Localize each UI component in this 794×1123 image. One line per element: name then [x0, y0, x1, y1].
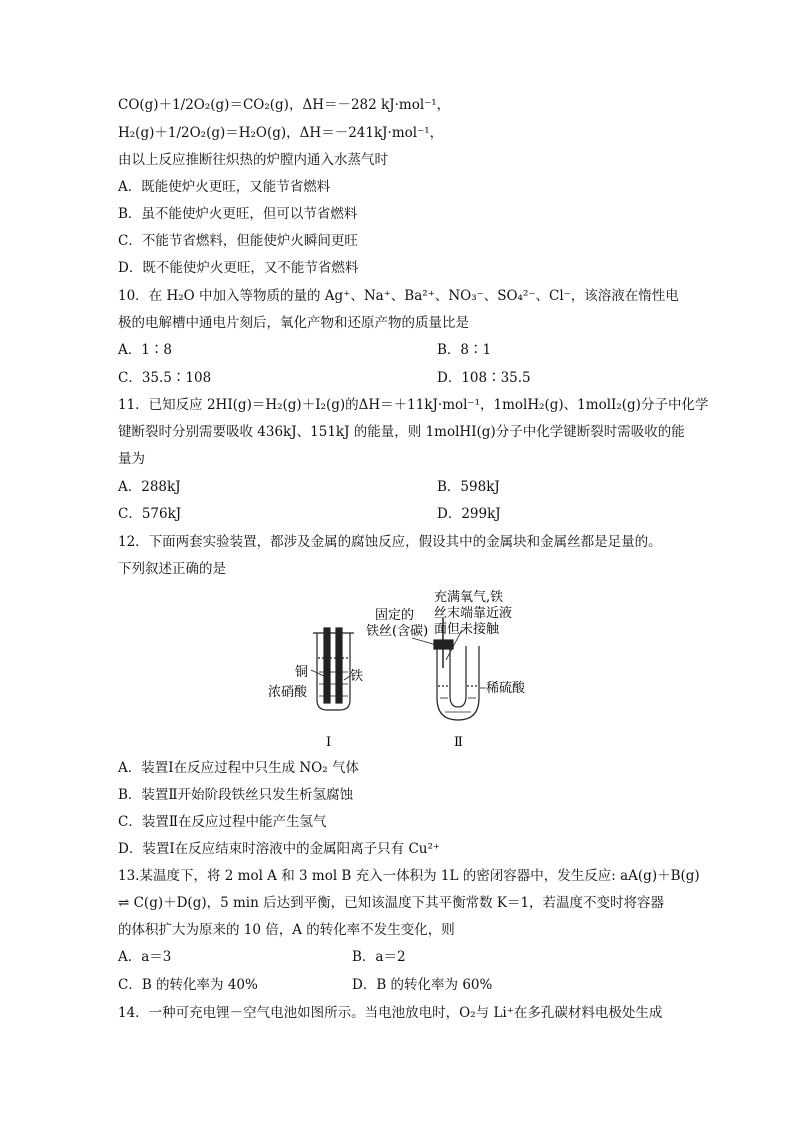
q9-option-d: D．既不能使炉火更旺，又不能节省燃料 — [118, 260, 359, 276]
caption-setup-2: Ⅱ — [454, 735, 463, 750]
q13-stem-line3: 的体积扩大为原来的 10 倍，A 的转化率不发生变化，则 — [118, 922, 455, 938]
q11-option-d: D．299kJ — [437, 506, 501, 522]
setup-1-test-tube — [313, 628, 354, 710]
label-fixed-wire-1: 固定的 — [375, 608, 415, 623]
q9-option-c: C．不能节省燃料，但能使炉火瞬间更旺 — [118, 233, 358, 249]
label-oxygen-1: 充满氧气,铁 — [434, 590, 504, 605]
label-copper: 铜 — [295, 665, 309, 680]
q12-option-d: D．装置Ⅰ在反应结束时溶液中的金属阳离子只有 Cu²⁺ — [118, 841, 441, 857]
q11-option-c: C．576kJ — [118, 506, 182, 522]
q11-option-a: A．288kJ — [118, 479, 181, 495]
q11-option-b: B．598kJ — [437, 479, 500, 495]
caption-setup-1: Ⅰ — [326, 735, 332, 750]
q13-stem-line2: ⇌ C(g)＋D(g)，5 min 后达到平衡，已知该温度下其平衡常数 K＝1，若温度不变时将容器 — [118, 895, 665, 911]
q11-stem-line1: 11．已知反应 2HI(g)＝H₂(g)＋I₂(g)的ΔH＝＋11kJ·mol⁻¹，1molH₂(g)、1molI₂(g)分子中化学 — [118, 397, 709, 413]
q13-option-a: A．a＝3 — [118, 949, 172, 965]
corrosion-apparatus-figure — [262, 588, 532, 758]
q13-option-c: C．B 的转化率为 40% — [118, 977, 258, 993]
iron-strip — [336, 628, 342, 703]
equation-co: CO(g)＋1/2O₂(g)＝CO₂(g)，ΔH＝－282 kJ·mol⁻¹， — [118, 97, 451, 113]
equation-h2: H₂(g)＋1/2O₂(g)＝H₂O(g)，ΔH＝－241kJ·mol⁻¹， — [118, 125, 444, 141]
q10-option-b: B．8∶1 — [437, 342, 492, 358]
copper-strip — [324, 628, 330, 703]
q9-stem: 由以上反应推断往炽热的炉膛内通入水蒸气时 — [118, 152, 388, 168]
q10-option-d: D．108∶35.5 — [437, 370, 531, 386]
q10-option-c: C．35.5∶108 — [118, 370, 212, 386]
q11-stem-line2: 键断裂时分别需要吸收 436kJ、151kJ 的能量，则 1molHI(g)分子中化学键断裂时需吸收的能 — [118, 424, 685, 440]
q14-stem-line1: 14．一种可充电锂－空气电池如图所示。当电池放电时，O₂与 Li⁺在多孔碳材料电极处生成 — [118, 1005, 663, 1021]
label-iron: 铁 — [350, 669, 364, 684]
q13-option-b: B．a＝2 — [352, 949, 406, 965]
label-dilute-sulfuric: 稀硫酸 — [486, 681, 526, 696]
q9-option-a: A．既能使炉火更旺，又能节省燃料 — [118, 179, 331, 195]
q13-option-d: D．B 的转化率为 60% — [352, 977, 493, 993]
q11-stem-line3: 量为 — [118, 451, 145, 467]
q10-stem-line1: 10．在 H₂O 中加入等物质的量的 Ag⁺、Na⁺、Ba²⁺、NO₃⁻、SO₄²⁻、Cl⁻，该溶液在惰性电 — [118, 288, 679, 304]
label-fixed-wire-2: 铁丝(含碳) — [366, 624, 429, 639]
q13-stem-line1: 13.某温度下，将 2 mol A 和 3 mol B 充入一体积为 1L 的密闭容器中，发生反应: aA(g)＋B(g) — [118, 868, 700, 884]
q12-option-b: B．装置Ⅱ开始阶段铁丝只发生析氢腐蚀 — [118, 787, 354, 803]
label-oxygen-3: 面但未接触 — [434, 622, 500, 637]
q10-stem-line2: 极的电解槽中通电片刻后，氧化产物和还原产物的质量比是 — [118, 315, 469, 331]
q12-option-c: C．装置Ⅱ在反应过程中能产生氢气 — [118, 814, 327, 830]
q10-option-a: A．1∶8 — [118, 342, 172, 358]
label-conc-nitric: 浓硝酸 — [268, 685, 308, 700]
q12-stem-line1: 12．下面两套实验装置，都涉及金属的腐蚀反应，假设其中的金属块和金属丝都是足量的。 — [118, 534, 662, 550]
q12-stem-line2: 下列叙述正确的是 — [118, 561, 226, 577]
q9-option-b: B．虽不能使炉火更旺，但可以节省燃料 — [118, 206, 358, 222]
label-oxygen-2: 丝末端靠近液 — [434, 606, 513, 621]
q12-option-a: A．装置Ⅰ在反应过程中只生成 NO₂ 气体 — [118, 760, 359, 776]
